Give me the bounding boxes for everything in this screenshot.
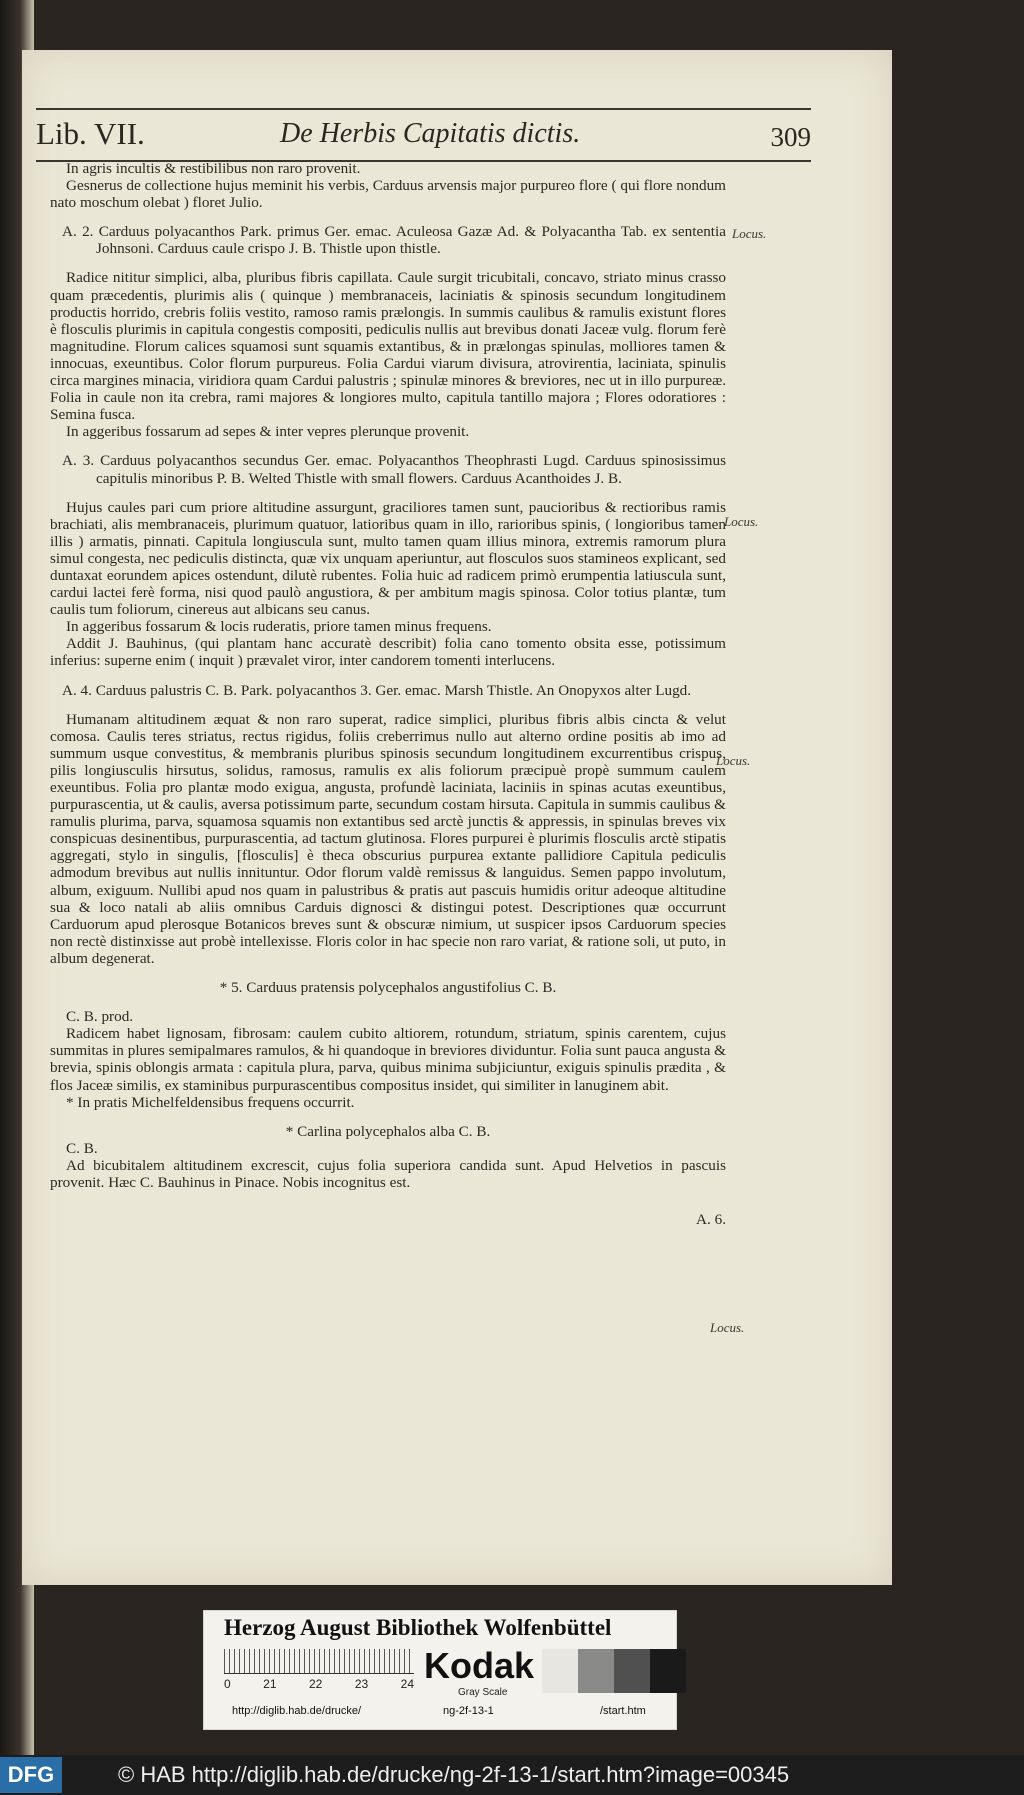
gray-swatch: [578, 1649, 614, 1693]
running-header: [36, 108, 811, 162]
ruler-number: 21: [263, 1677, 277, 1691]
library-target-label: [203, 1610, 677, 1730]
species-entry: A. 2. Carduus polyacanthos Park. primus Ger. emac. Aculeosa Gazæ Ad. & Polyacantha Tab. ex sententia Johnsoni. Carduus caule crispo J. B. Thistle upon thistle.: [62, 223, 726, 258]
page-number: 309: [770, 122, 811, 152]
copyright-link[interactable]: © HAB http://diglib.hab.de/drucke/ng-2f-13-1/start.htm?image=00345: [118, 1762, 790, 1787]
species-entry: * Carlina polycephalos alba C. B.: [285, 1122, 491, 1140]
text-line: In agris incultis & restibilibus non raro provenit.: [66, 160, 361, 177]
margin-note-locus: Locus.: [724, 514, 759, 529]
ruler-number: 0: [224, 1677, 231, 1691]
species-description: Ad bicubitalem altitudinem excrescit, cujus folia superiora candida sunt. Apud Helvetios in pascuis provenit. Hæc C. Bauhinus in Pinace. Nobis incognitus est.: [50, 1156, 726, 1191]
species-entry: A. 4. Carduus palustris C. B. Park. polyacanthos 3. Ger. emac. Marsh Thistle. An Onopyxos alter Lugd.: [62, 681, 692, 699]
ruler-numbers: [224, 1677, 414, 1691]
ruler-number: 22: [308, 1677, 323, 1691]
locality-line: In aggeribus fossarum ad sepes & inter vepres plerunque provenit.: [66, 423, 470, 441]
chapter-title: De Herbis Capitatis dictis.: [280, 118, 581, 149]
dfg-logo: DFG: [0, 1757, 62, 1793]
kodak-logo: Kodak: [424, 1645, 535, 1686]
margin-note-locus: Locus.: [732, 226, 767, 241]
margin-note-locus: Locus.: [710, 1320, 745, 1335]
url-part: /start.htm: [600, 1705, 646, 1717]
gray-swatch: [650, 1649, 686, 1693]
source-note: C. B. prod.: [66, 1008, 134, 1026]
url-part: ng-2f-13-1: [443, 1705, 494, 1717]
locality-line: In aggeribus fossarum & locis ruderatis, priore tamen minus frequens.: [66, 618, 492, 636]
source-note: C. B.: [66, 1139, 98, 1157]
page-body-text: [50, 160, 726, 1228]
book-number: Lib. VII.: [36, 116, 145, 151]
species-description: Hujus caules pari cum priore altitudine assurgunt, graciliores tamen sunt, paucioribus & rectioribus ramis brachiati, alis membranaceis, plurimum quatuor, latioribus quam in illo, rarioribus spinis, ( longioribus tamen illis ) armatis, pinnati. Capitula longiuscula sunt, multo tamen quam illius minora, extremis ramorum plura simul congesta, nec pediculis distincta, quæ vix unquam aperiuntur, aut flosculos suos stamineos explicant, sed duntaxat eorundem apices ostendunt, dilutè rubentes. Folia huic ad radicem primò erumpentia latiuscula sunt, cardui lactei ferè forma, nisi quod paulò angustiora, & per ambitum magis spinosa. Color totius plantæ, tum caulis tum foliorum, cinereus aut albicans seu canus.: [50, 498, 726, 619]
ruler-number: 23: [354, 1677, 369, 1691]
species-description: Radice nititur simplici, alba, pluribus fibris capillata. Caule surgit tricubitali, concavo, striato minus crasso quam præcedentis, plurimis alis ( quinque ) membranaceis, laciniatis & spinosis secundum longitudinem productis horrido, crebris foliis vestito, ramoso ramis prælongis. In summis caulibus & ramulis existunt flores è flosculis plurimis in capitula congestis compositi, pediculis nullis aut brevibus donati Jaceæ vulg. florum ferè magnitudine. Florum calices squamosi sunt squamis extantibus, & in prælongas spinulas, molliores tamen & innocuas, exeuntibus. Color florum purpureus. Folia Cardui viarum divisura, atrovirentia, laciniata, spinulis circa margines minacia, viridiora quam Cardui palustris ; spinulæ minores & breviores, nec ut in illo purpureæ. Folia in caule non ita crebra, rami majores & longiores multo, capitula tantillo majora ; Flores odoratiores : Semina fusca.: [50, 269, 726, 424]
species-entry: * 5. Carduus pratensis polycephalos angustifolius C. B.: [219, 979, 557, 997]
gray-swatches: [542, 1649, 686, 1693]
paragraph: Gesnerus de collectione hujus meminit his verbis, Carduus arvensis major purpureo flore ( qui flore nondum nato moschum olebat ) floret Julio.: [50, 177, 726, 212]
species-description: Humanam altitudinem æquat & non raro superat, radice simplici, pluribus fibris albis cincta & velut comosa. Caulis teres striatus, rectus rigidus, foliis creberrimus nullo aut alterno ordine positis ab imo ad summum usque convestitus, & membranis pluribus spinosis secundum longitudinem excurrentibus crispus, pilis longiusculis hirsutus, solidus, ramosus, ramulis ex alis foliorum præcipuè propè summum caulem exeuntibus. Folia pro plantæ modo exigua, angusta, profundè laciniata, laciniis in spinas acutas exeuntibus, purpurascentia, ut & caulis, aversa potissimum parte, secundum costam hirsuta. Capitula in summis caulibus & ramulis plurima, parva, squamosa squamis non extantibus sed arctè junctis & appressis, in spinulas breves vix conspicuas desinentibus, purpurascentia, ad tactum glutinosa. Flores purpurei è plurimis flosculis arctè stipatis aggregati, stylo in singulis, [flosculis] è theca obscurius purpurea extante pallidiore Capitula pediculis admodum brevibus aut nullis innituntur. Odor florum valdè remissus & languidus. Semen pappo involutum, album, exiguum. Nullibi apud nos quam in palustribus & pratis aut pascuis humidis oritur adeoque altitudine sua & loco natali ab aliis omnibus Carduis dignosci & distingui potest. Descriptiones quæ occurrunt Carduorum apud plerosque Botanicos breves sunt & obscuræ nimium, ut suspicer ipsos Carduorum species non rectè distinxisse aut probè intellexisse. Floris color in hac specie non raro variat, & ratione soli, ut puto, in album degenerat.: [50, 710, 726, 967]
gray-swatch: [542, 1649, 578, 1693]
library-name: Herzog August Bibliothek Wolfenbüttel: [224, 1615, 612, 1640]
species-description: Radicem habet lignosam, fibrosam: caulem cubito altiorem, rotundum, striatum, spinis carentem, cujus summitas in plures semipalmares ramulos, & hi quandoque in breviores dividuntur. Folia sunt pauca angusta & brevia, spinis oblongis armata : capitula plura, parva, quibus minima subjiciuntur, exiguis spinulis prædita , & flos Jaceæ similis, ex staminibus purpurascentibus compositus insidet, qui similiter in lanuginem abit.: [50, 1025, 726, 1094]
ruler-scale: [224, 1649, 414, 1674]
ruler-number: 24: [400, 1677, 414, 1691]
catchword: A. 6.: [696, 1211, 726, 1229]
paragraph: Addit J. Bauhinus, (qui plantam hanc accuratè describit) folia cano tomento obsita esse, potissimum inferius: superne enim ( inquit ) prævalet viror, inter candorem tomenti interlucens.: [50, 635, 726, 670]
gray-swatch: [614, 1649, 650, 1693]
species-entry: A. 3. Carduus polyacanthos secundus Ger. emac. Polyacanthos Theophrasti Lugd. Carduus spinosissimus capitulis minoribus P. B. Welted Thistle with small flowers. Carduus Acanthoides J. B.: [62, 452, 726, 487]
url-part: http://diglib.hab.de/drucke/: [232, 1705, 362, 1717]
margin-note-locus: Locus.: [716, 753, 751, 768]
locality-line: * In pratis Michelfeldensibus frequens occurrit.: [66, 1093, 355, 1111]
gray-scale-label: Gray Scale: [458, 1687, 508, 1698]
